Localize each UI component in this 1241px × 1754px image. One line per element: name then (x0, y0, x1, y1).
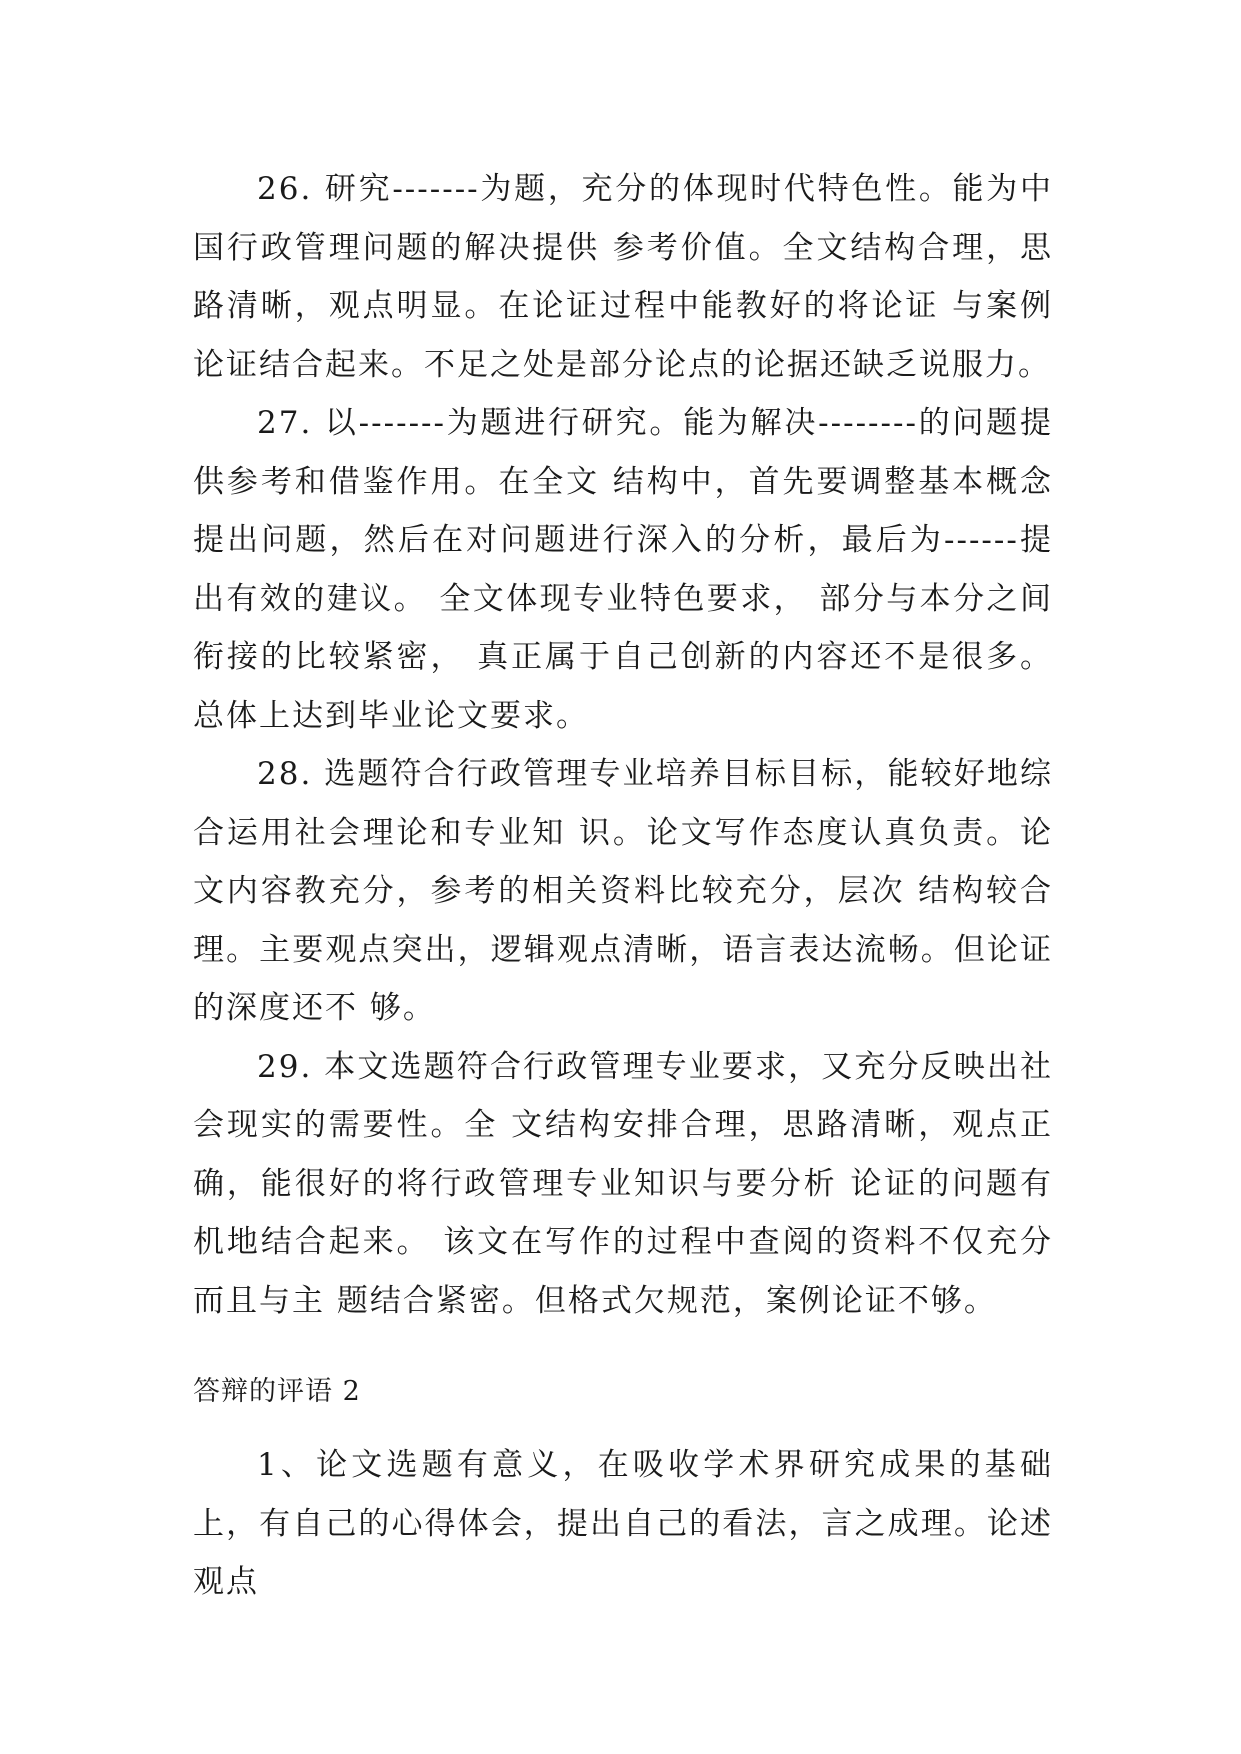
section-heading: 答辩的评语 2 (193, 1376, 361, 1407)
section-comment-list (193, 1436, 1053, 1612)
comment-item-27: 27. 以-------为题进行研究。能为解决--------的问题提供参考和借鉴作用。在全文 结构中，首先要调整基本概念提出问题，然后在对问题进行深入的分析，最后为------提出有效的建议。 全文体现专业特色要求， 部分与本分之间衔接的比较紧密， 真正属于自己创新的内容还不是很多。总体上达到毕业论文要求。 (193, 405, 1053, 734)
comment-item-29: 29. 本文选题符合行政管理专业要求，又充分反映出社会现实的需要性。全 文结构安排合理，思路清晰，观点正确，能很好的将行政管理专业知识与要分析 论证的问题有机地结合起来。 该文在写作的过程中查阅的资料不仅充分而且与主 题结合紧密。但格式欠规范，案例论证不够。 (193, 1048, 1053, 1319)
section-comment-item-1: 1、论文选题有意义，在吸收学术界研究成果的基础上，有自己的心得体会，提出自己的看法，言之成理。论述观点 (193, 1447, 1053, 1600)
comment-item-26: 26. 研究-------为题，充分的体现时代特色性。能为中国行政管理问题的解决提供 参考价值。全文结构合理，思路清晰，观点明显。在论证过程中能教好的将论证 与案例论证结合起来。不足之处是部分论点的论据还缺乏说服力。 (193, 171, 1053, 383)
comment-item-28: 28. 选题符合行政管理专业培养目标目标，能较好地综合运用社会理论和专业知 识。论文写作态度认真负责。论文内容教充分，参考的相关资料比较充分，层次 结构较合理。主要观点突出，逻辑观点清晰，语言表达流畅。但论证的深度还不 够。 (193, 756, 1053, 1026)
comment-list (193, 160, 1053, 1330)
